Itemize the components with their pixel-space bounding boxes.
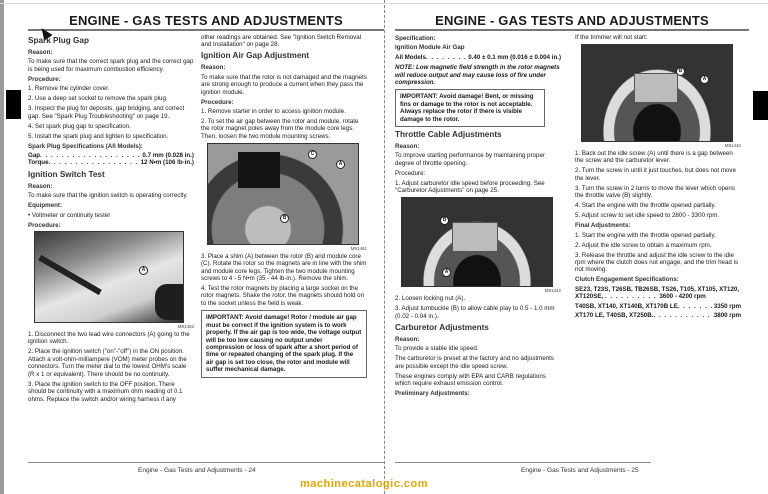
intro-text: If the trimmer will not start: bbox=[575, 34, 648, 41]
clutch-models: XT170 LE, T40SB, XT250B. bbox=[575, 312, 654, 320]
step: 1. Back out the idle screw (A) until there is a gap between the screw and the carburetor lever. bbox=[575, 150, 733, 165]
paragraph: The carburetor is preset at the factory and no adjustments are possible except the idle speed screw. bbox=[395, 355, 554, 370]
step: 2. Use a deep set socket to remove the spark plug. bbox=[28, 95, 168, 103]
reason-text: To improve starting performance by maintaining proper degree of throttle opening. bbox=[395, 152, 545, 167]
header-rule bbox=[395, 29, 749, 31]
reason-text: To make sure that the rotor is not damaged and the magnets are strong enough to produce a current when they pass the ignition module. bbox=[201, 73, 367, 96]
photo-id: M91442 bbox=[724, 143, 741, 148]
clutch-spec-row bbox=[575, 312, 741, 319]
section-title-carburetor: Carburetor Adjustments bbox=[395, 322, 489, 332]
equipment-label: Equipment: bbox=[28, 202, 63, 210]
spec-row-air-gap bbox=[395, 54, 561, 61]
clutch-spec-row bbox=[575, 286, 741, 301]
spec-row-torque bbox=[28, 159, 194, 166]
callout-a: A bbox=[442, 268, 451, 277]
watermark: machinecatalogic.com bbox=[300, 478, 428, 490]
step: 3. Place the ignition switch to the OFF position. There should be continuity with a maximum ohm reading of 0.1 ohms. Replace the switch and/or wiring harness if any bbox=[28, 380, 183, 403]
step: 3. Turn the screw in 2 turns to move the lever which opens the throttle valve (B) slightly. bbox=[575, 184, 735, 200]
spec-name: All Models bbox=[395, 53, 426, 61]
page-header: ENGINE - GAS TESTS AND ADJUSTMENTS bbox=[435, 13, 709, 28]
specs-label: Spark Plug Specifications (All Models): bbox=[28, 142, 143, 150]
page-top-border bbox=[0, 3, 384, 4]
procedure-label: Procedure: bbox=[28, 75, 61, 83]
photo-id: M91462 bbox=[177, 324, 194, 330]
section-tab-marker bbox=[6, 90, 21, 119]
photo-id: M91442 bbox=[544, 288, 561, 294]
spec-row-gap bbox=[28, 152, 194, 159]
leader-dots bbox=[40, 152, 142, 159]
spec-value: 0.40 ± 0.1 mm (0.016 ± 0.004 in.) bbox=[468, 53, 561, 61]
note-text: NOTE: Low magnetic field strength in the rotor magnets will reduce output and may cause loss of fire under compression. bbox=[395, 64, 560, 87]
step: 2. Turn the screw in until it just touches, but does not move the lever. bbox=[575, 167, 736, 182]
footer-rule bbox=[28, 462, 384, 463]
reason-text: To make sure that the ignition switch is operating correctly. bbox=[28, 192, 188, 200]
step: 2. To set the air gap between the rotor and module, rotate the rotor magnet poles away from the module core legs. Then, loosen the two module mounting screws. bbox=[201, 118, 359, 140]
reason-label: Reason: bbox=[28, 182, 53, 190]
leader-dots bbox=[653, 312, 713, 319]
procedure-label: Procedure: bbox=[395, 169, 426, 177]
callout-a: A bbox=[336, 160, 345, 169]
step: 4. Test the rotor magnets by placing a large socket on the rotor magnets. Shake the rotor, the magnets should hold on to the socket unless the field is weak. bbox=[201, 285, 365, 307]
clutch-value: 3350 rpm bbox=[713, 302, 741, 310]
ignition-module-photo bbox=[207, 143, 359, 245]
callout-b: B bbox=[676, 67, 685, 76]
cap-graphic bbox=[155, 284, 183, 320]
manual-page-25 bbox=[385, 0, 768, 494]
left-column bbox=[395, 34, 561, 399]
section-title-spark-plug-gap: Spark Plug Gap bbox=[28, 36, 89, 45]
clutch-models: T40SB, XT140, XT140B, XT170B LE bbox=[575, 302, 678, 310]
clutch-value: 3800 rpm bbox=[713, 312, 741, 320]
leader-dots bbox=[426, 54, 468, 61]
step: 3. Inspect the plug for deposits, gap bridging, and correct gap. See "Spark Plug Troubleshooting" on page 19. bbox=[28, 105, 185, 120]
carburetor-graphic bbox=[634, 73, 678, 103]
step: 3. Release the throttle and adjust the idle screw to the idle rpm where the clutch does not engage, and the trim head is not moving. bbox=[575, 251, 739, 274]
page-footer: Engine - Gas Tests and Adjustments - 25 bbox=[521, 467, 639, 474]
photo-id: M91461 bbox=[350, 245, 367, 251]
step: 2. Place the ignition switch ("on"-"off") in the ON position. Attach a volt-ohm-milliampere (VOM) meter probes on the connectors. Turn the meter dial to the lowest OHM's scale (R x 1 or equivalent). There should be no continuity. bbox=[28, 348, 187, 378]
paragraph: These engines comply with EPA and CARB regulations which require exhaust emission control. bbox=[395, 372, 546, 387]
header-rule bbox=[28, 29, 384, 31]
leader-dots: . . . . . . . . . . bbox=[604, 293, 660, 301]
section-title-ignition-switch-test: Ignition Switch Test bbox=[28, 169, 105, 179]
reason-label: Reason: bbox=[28, 49, 53, 56]
step: 1. Start the engine with the throttle opened partially. bbox=[575, 231, 716, 239]
footer-rule bbox=[395, 462, 651, 463]
step: 5. Install the spark plug and tighten to specification. bbox=[28, 132, 169, 140]
step: 3. Adjust turnbuckle (B) to allow cable play to 0.5 - 1.0 mm (0.02 - 0.04 in.). bbox=[395, 305, 555, 320]
callout-a: A bbox=[139, 266, 148, 275]
step: 4. Set spark plug gap to specification. bbox=[28, 122, 131, 130]
reason-label: Reason: bbox=[395, 335, 420, 343]
clutch-value: 3600 - 4200 rpm bbox=[659, 293, 706, 301]
right-column bbox=[201, 34, 367, 381]
module-graphic bbox=[238, 152, 280, 188]
spec-name: Torque bbox=[28, 159, 49, 167]
step: 2. Adjust the idle screw to obtain a maximum rpm. bbox=[575, 241, 712, 249]
preliminary-label: Preliminary Adjustments: bbox=[395, 389, 470, 397]
carburetor-graphic bbox=[452, 222, 498, 252]
section-tab-marker bbox=[753, 91, 768, 120]
continued-text: other readings are obtained. See "Ignition Switch Removal and Installation" on page 28. bbox=[201, 34, 362, 49]
spec-value: 12 N•m (106 lb-in.) bbox=[140, 159, 194, 167]
leader-dots bbox=[49, 159, 141, 166]
procedure-label: Procedure: bbox=[28, 221, 61, 229]
callout-c: C bbox=[308, 150, 317, 159]
callout-a: A bbox=[700, 75, 709, 84]
callout-b: B bbox=[440, 216, 449, 225]
ignition-switch-photo bbox=[34, 231, 184, 323]
important-notice: IMPORTANT: Avoid damage! Bent, or missing fins or damage to the rotor is not acceptable. Always replace the rotor if there is visible damage to the rotor. bbox=[395, 89, 545, 127]
step: 2. Loosen locking nut (A). bbox=[395, 295, 466, 303]
clutch-specs-label: Clutch Engagement Specifications: bbox=[575, 276, 679, 284]
clutch-spec-row bbox=[575, 303, 741, 310]
step: 4. Start the engine with the throttle opened partially. bbox=[575, 202, 716, 210]
reason-text: To make sure that the correct spark plug and the correct gap is being used for maximum combustion efficiency. bbox=[28, 58, 194, 73]
page-header: ENGINE - GAS TESTS AND ADJUSTMENTS bbox=[69, 13, 343, 28]
carburetor-photo bbox=[581, 44, 733, 142]
step: 5. Adjust screw to set idle speed to 2800 - 3300 rpm. bbox=[575, 212, 720, 220]
module-label: Ignition Module Air Gap bbox=[395, 44, 465, 52]
step: 1. Remove the cylinder cover. bbox=[28, 85, 110, 93]
page-edge-strip bbox=[0, 0, 4, 494]
page-footer: Engine - Gas Tests and Adjustments - 24 bbox=[138, 467, 256, 474]
step: 1. Adjust carburetor idle speed before proceeding. See "Carburetor Adjustments" on page 25. bbox=[395, 179, 545, 195]
final-adjustments-label: Final Adjustments: bbox=[575, 222, 631, 230]
left-column bbox=[28, 34, 194, 406]
reason-label: Reason: bbox=[395, 143, 420, 151]
procedure-label: Procedure: bbox=[201, 98, 234, 106]
reason-label: Reason: bbox=[201, 64, 226, 72]
page-top-border bbox=[385, 3, 768, 4]
specification-label: Specification: bbox=[395, 35, 436, 42]
leader-dots bbox=[678, 303, 714, 310]
equipment-item: • Voltmeter or continuity tester bbox=[28, 211, 111, 219]
wire-graphic bbox=[38, 255, 102, 295]
step: 3. Place a shim (A) between the rotor (B) and module core (C). Rotate the rotor so the magnets are in line with the shim and module core legs. Tighten the two module mounting screws to 4 - 5 N•m (35 - 44 lb-in.). Remove the shim. bbox=[201, 252, 367, 283]
step: 1. Remove starter in order to access ignition module. bbox=[201, 108, 346, 116]
reason-text: To provide a stable idle speed. bbox=[395, 345, 479, 353]
spec-value: 0.7 mm (0.028 in.) bbox=[142, 152, 194, 160]
callout-b: B bbox=[280, 214, 289, 223]
spec-name: Gap bbox=[28, 152, 41, 160]
right-column bbox=[575, 34, 741, 319]
important-notice: IMPORTANT: Avoid damage! Rotor / module air gap must be correct if the ignition system is to work properly. If the air gap is too wide, the voltage output will be too low causing no output under compression or loss of spark after a short period of time or repeated changing of the spark plug. If the air gap is set too close, the rotor and module will suffer mechanical damage. bbox=[201, 310, 367, 377]
step: 1. Disconnect the two lead wire connectors (A) going to the ignition switch. bbox=[28, 331, 190, 346]
clutch-models: SE23, T23S, T26SB, TB26SB, TS26, T105, XT105, XT120, XT120SE, bbox=[575, 285, 740, 301]
section-title-throttle-cable: Throttle Cable Adjustments bbox=[395, 130, 502, 140]
section-title-ignition-air-gap: Ignition Air Gap Adjustment bbox=[201, 51, 310, 61]
throttle-cable-photo bbox=[401, 197, 553, 287]
